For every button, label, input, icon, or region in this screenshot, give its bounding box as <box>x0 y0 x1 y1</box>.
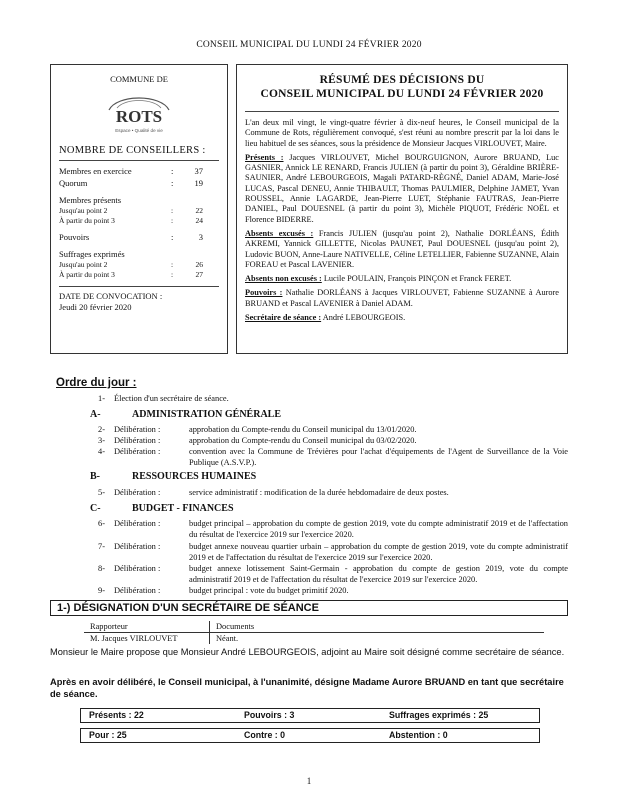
section-c: C- BUDGET - FINANCES <box>90 503 234 514</box>
rapporteur-header: Rapporteur <box>84 621 210 632</box>
nb-conseillers-title: NOMBRE DE CONSEILLERS : <box>59 144 206 156</box>
stat-presents-p2: Jusqu'au point 2 : 22 <box>59 205 203 215</box>
resume-excuses: Absents excusés : Francis JULIEN (jusqu'au point 2), Nathalie DORLÉANS, Édith AKREMI, Yannick GILLETTE, Nicolas PAUNET, Paul DOUESNEL (jusqu'au point 2), Ludovic BUON, Anne-Laure NATIVELLE, Céline LETELLIER, Fabienne SUZANNE, Alain FOREAU et Pascal LAVENIER. <box>245 228 559 269</box>
resume-box <box>236 64 568 354</box>
presents-count: Présents : 22 <box>89 710 144 720</box>
section-b: B- RESSOURCES HUMAINES <box>90 471 257 482</box>
suffrages-count: Suffrages exprimés : 25 <box>389 710 489 720</box>
stat-membres-exercice: Membres en exercice : 37 <box>59 165 203 176</box>
logo-slogan: Espace • Qualité de vie <box>115 127 163 133</box>
resume-non-excuses: Absents non excusés : Lucile POULAIN, François PINÇON et Franck FERET. <box>245 274 512 284</box>
membres-presents-label: Membres présents <box>59 194 122 205</box>
ordre-du-jour-title: Ordre du jour : <box>56 377 137 389</box>
agenda-item-9: 9- Délibération : budget principal : vote du budget primitif 2020. <box>98 586 349 595</box>
resume-presents: Présents : Jacques VIRLOUVET, Michel BOURGUIGNON, Aurore BRUAND, Luc GASNIER, Annick LE RENARD, Francis JULIEN (à partir du point 3), Géraldine BRIÈRE-SAUNIER, André LEBOURGEOIS, Magali PATARD-RÈGNÉ, Daniel ADAM, Marie-José LUCAS, Pascal DENEU, Annie THIBAULT, Thomas PAULMIER, Delphine JAMET, Yvan ROUSSEL, Annie LAGARDE, Jean-Pierre LUET, Stéphanie FAUTRAS, Jean-Pierre DANIEL, Paul DOUESNEL (à partir du point 3), Michèle PIQUOT, Frédéric NOËL et Florence BIDERRE. <box>245 152 559 224</box>
page-header: CONSEIL MUNICIPAL DU LUNDI 24 FÉVRIER 2020 <box>196 40 422 50</box>
resume-title-2: CONSEIL MUNICIPAL DU LUNDI 24 FÉVRIER 2020 <box>260 88 544 100</box>
resume-title-1: RÉSUMÉ DES DÉCISIONS DU <box>319 74 485 86</box>
stat-suffrages-p3: À partir du point 3 : 27 <box>59 269 203 279</box>
agenda-item-3: 3- Délibération : approbation du Compte-rendu du Conseil municipal du 03/02/2020. <box>98 436 417 445</box>
pour-count: Pour : 25 <box>89 730 127 740</box>
agenda-item-8: 8- Délibération : budget annexe lotissement Saint-Germain - approbation du compte de gestion 2019, vote du compte administratif 2019 et de l'affectation du résultat de l'exercice 2019 sur l'exercice 2020. <box>98 564 568 584</box>
section-1-title: 1-) DÉSIGNATION D'UN SECRÉTAIRE DE SÉANCE <box>50 600 568 616</box>
stat-suffrages-p2: Jusqu'au point 2 : 26 <box>59 259 203 269</box>
abstention-count: Abstention : 0 <box>389 730 448 740</box>
resume-intro: L'an deux mil vingt, le vingt-quatre février à dix-neuf heures, le Conseil municipal de la Commune de Rots, régulièrement convoqué, s'est réuni au nombre prescrit par la loi dans le lieu habituel de ses séances, sous la présidence de Monsieur Jacques VIRLOUVET, Maire. <box>245 118 559 148</box>
suffrages-label: Suffrages exprimés <box>59 248 125 259</box>
proposal-text: Monsieur le Maire propose que Monsieur André LEBOURGEOIS, adjoint au Maire soit désigné comme secrétaire de séance. <box>50 647 565 657</box>
convocation-label: DATE DE CONVOCATION : <box>59 290 163 301</box>
agenda-item-2: 2- Délibération : approbation du Compte-rendu du Conseil municipal du 13/01/2020. <box>98 425 417 434</box>
convocation-date: Jeudi 20 février 2020 <box>59 301 132 312</box>
agenda-item-1: 1- Élection d'un secrétaire de séance. <box>98 394 229 403</box>
logo-text: ROTS <box>115 106 163 126</box>
rots-logo-icon <box>97 90 181 136</box>
rapporteur-value: M. Jacques VIRLOUVET <box>84 633 210 644</box>
commune-box <box>50 64 228 354</box>
agenda-item-4: 4- Délibération : convention avec la Commune de Trévières pour l'achat d'équipements de l'Agent de Surveillance de la Voie Publique (A.S.V.P.). <box>98 447 568 467</box>
pouvoirs-count: Pouvoirs : 3 <box>244 710 295 720</box>
documents-value: Néant. <box>216 634 239 643</box>
agenda-item-5: 5- Délibération : service administratif : modification de la durée hebdomadaire de deux postes. <box>98 488 449 497</box>
stat-pouvoirs: Pouvoirs : 3 <box>59 231 203 242</box>
stat-presents-p3: À partir du point 3 : 24 <box>59 215 203 225</box>
stat-quorum: Quorum : 19 <box>59 177 203 188</box>
resume-pouvoirs: Pouvoirs : Nathalie DORLÉANS à Jacques VIRLOUVET, Fabienne SUZANNE à Aurore BRUAND et Pascal LAVENIER à Daniel ADAM. <box>245 288 559 308</box>
decision-text: Après en avoir délibéré, le Conseil municipal, à l'unanimité, désigne Madame Aurore BRUAND en tant que secrétaire de séance. <box>50 677 564 699</box>
agenda-item-6: 6- Délibération : budget principal – approbation du compte de gestion 2019, vote du compte administratif 2019 et de l'affectation du résultat de l'exercice 2019 sur l'exercice 2020. <box>98 519 568 539</box>
resume-secretaire: Secrétaire de séance : André LEBOURGEOIS. <box>245 313 406 323</box>
vote-summary-row-2 <box>80 728 540 743</box>
agenda-item-7: 7- Délibération : budget annexe nouveau quartier urbain – approbation du compte de gestion 2019, vote du compte administratif 2019 et de l'affectation du résultat de l'exercice 2019 sur l'exercice 2020. <box>98 542 568 562</box>
section-a: A- ADMINISTRATION GÉNÉRALE <box>90 409 282 420</box>
documents-header: Documents <box>216 622 255 631</box>
rapporteur-table <box>84 621 544 644</box>
page-number: 1 <box>306 776 312 786</box>
commune-label: COMMUNE DE <box>110 74 168 84</box>
contre-count: Contre : 0 <box>244 730 286 740</box>
vote-summary-row-1 <box>80 708 540 723</box>
